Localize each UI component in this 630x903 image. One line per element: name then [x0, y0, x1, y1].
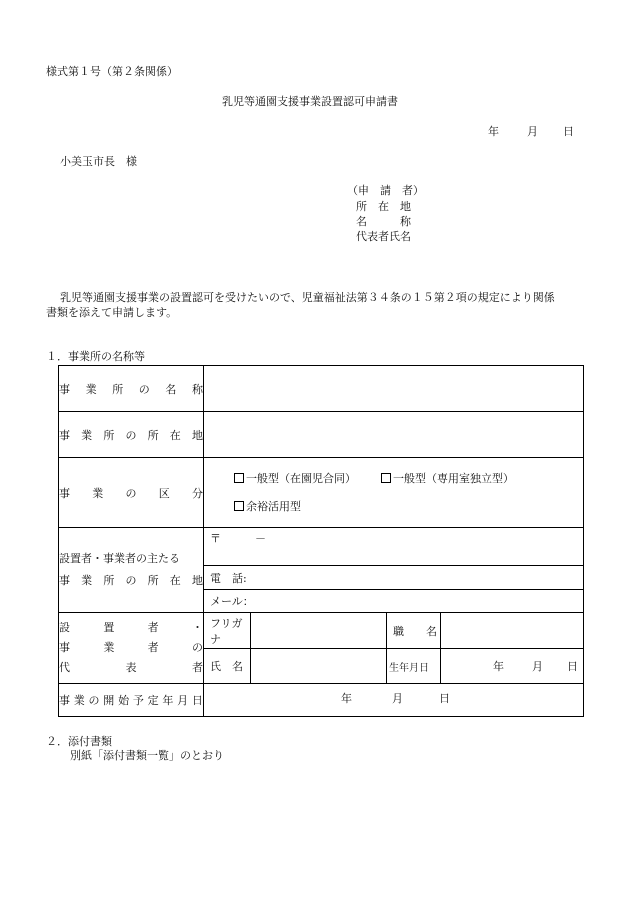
- applicant-address-label: 所 在 地: [356, 200, 411, 213]
- furigana-value[interactable]: [251, 613, 387, 649]
- business-type-label: [59, 458, 204, 528]
- jt-start-date: [59, 692, 203, 708]
- label-char: 名: [165, 382, 177, 396]
- label-char: の: [125, 574, 137, 587]
- label-char: の: [125, 486, 137, 500]
- option-general-combined-label: 一般型（在園児合同）: [246, 471, 356, 485]
- furigana-label: フリガナ: [210, 616, 243, 646]
- operator-address-label-line-1: 設置者・事業者の主たる: [59, 552, 180, 565]
- option-surplus-label: 余裕活用型: [246, 499, 301, 513]
- birth-month-label: 月: [532, 660, 543, 673]
- label-char: 始: [118, 694, 130, 707]
- applicant-heading: （申 請 者）: [347, 184, 424, 197]
- date-year-label: 年: [488, 125, 499, 138]
- title-label-cell: [387, 613, 441, 649]
- business-type-row-1: [234, 465, 583, 493]
- name-value[interactable]: [251, 649, 387, 684]
- jt-facility-address: [59, 427, 203, 443]
- representative-label: [59, 613, 204, 684]
- table-row: [59, 528, 584, 566]
- business-type-row-2: [234, 493, 583, 521]
- label-char: 者: [147, 621, 159, 634]
- label-char: 所: [103, 428, 115, 442]
- label-char: 事: [59, 641, 70, 654]
- applicant-name-label: 名 称: [356, 215, 411, 228]
- label-char: 分: [192, 486, 203, 500]
- checkbox-general-combined[interactable]: [234, 473, 244, 483]
- label-char: の: [191, 641, 203, 654]
- furigana-label-cell: [204, 613, 251, 649]
- section2-heading: ２．添付書類: [46, 735, 112, 748]
- form-number: 様式第１号（第２条関係）: [46, 65, 178, 78]
- table-row: [59, 366, 584, 412]
- label-char: 者: [192, 661, 203, 674]
- table-row: [59, 458, 584, 528]
- birthdate-value[interactable]: [441, 649, 584, 684]
- label-char: 年: [162, 694, 174, 707]
- section1-heading: １．事業所の名称等: [46, 350, 145, 363]
- jt-business-type: [59, 485, 203, 501]
- label-char: 所: [103, 574, 115, 587]
- email-cell[interactable]: [204, 590, 584, 613]
- jt-facility-name: [59, 381, 203, 397]
- phone-label: 電 話:: [210, 571, 247, 585]
- label-char: 事: [59, 694, 70, 707]
- date-month-label: 月: [527, 125, 538, 138]
- option-general-dedicated-label: 一般型（専用室独立型）: [393, 471, 514, 485]
- label-char: 設: [59, 621, 70, 634]
- title-value[interactable]: [441, 613, 584, 649]
- label-char: 業: [92, 486, 104, 500]
- label-char: 地: [191, 574, 203, 587]
- facility-name-label: [59, 366, 204, 412]
- business-type-options: [204, 458, 584, 528]
- checkbox-surplus[interactable]: [234, 501, 244, 511]
- name-label: 氏 名: [210, 660, 243, 673]
- label-char: 表: [125, 661, 137, 674]
- label-char: 所: [147, 428, 159, 442]
- phone-cell[interactable]: [204, 566, 584, 590]
- facility-info-table: [58, 365, 584, 717]
- label-char: 事: [59, 574, 70, 587]
- body-text-line-1: 乳児等通園支援事業の設置認可を受けたいので、児童福祉法第３４条の１５第２項の規定により関係: [60, 291, 555, 304]
- table-row: [59, 684, 584, 717]
- option-surplus[interactable]: [234, 500, 301, 513]
- table-row: [59, 412, 584, 458]
- label-char: 所: [147, 574, 159, 587]
- start-month-label: 月: [392, 692, 403, 705]
- label-char: の: [88, 694, 100, 707]
- jt-representative-3: [59, 658, 203, 678]
- birthdate-label-cell: [387, 649, 441, 684]
- postal-code-cell[interactable]: [204, 528, 584, 566]
- attachments-note: 別紙「添付書類一覧」のとおり: [70, 749, 224, 762]
- facility-address-value[interactable]: [204, 412, 584, 458]
- label-char: 月: [177, 694, 189, 707]
- facility-address-label: [59, 412, 204, 458]
- label-char: 代: [59, 661, 70, 674]
- label-char: 業: [103, 641, 115, 654]
- applicant-representative-label: 代表者氏名: [356, 230, 411, 243]
- checkbox-general-dedicated[interactable]: [381, 473, 391, 483]
- label-char: 業: [85, 382, 97, 396]
- label-char: 事: [59, 382, 70, 396]
- postal-dash: －: [255, 532, 266, 545]
- body-text-line-2: 書類を添えて申請します。: [46, 306, 178, 319]
- option-general-dedicated[interactable]: [381, 472, 514, 485]
- document-title: 乳児等通園支援事業設置認可申請書: [222, 95, 398, 108]
- label-char: 業: [81, 574, 93, 587]
- label-char: 業: [81, 428, 93, 442]
- label-char: 所: [112, 382, 124, 396]
- option-general-combined[interactable]: [234, 472, 356, 485]
- date-day-label: 日: [563, 125, 574, 138]
- addressee: 小美玉市長 様: [60, 155, 137, 168]
- label-char: の: [125, 428, 137, 442]
- label-char: 事: [59, 486, 70, 500]
- birth-year-label: 年: [493, 660, 504, 673]
- label-char: 開: [103, 694, 115, 707]
- start-year-label: 年: [341, 692, 352, 705]
- label-char: 定: [147, 694, 159, 707]
- jt-operator-address-2: [59, 570, 203, 592]
- facility-name-value[interactable]: [204, 366, 584, 412]
- start-date-value[interactable]: [204, 684, 584, 717]
- label-char: 在: [169, 574, 181, 587]
- label-char: の: [138, 382, 150, 396]
- title-label: 職 名: [393, 624, 437, 638]
- label-char: 者: [147, 641, 159, 654]
- label-char: 事: [59, 428, 70, 442]
- label-char: ・: [191, 621, 203, 634]
- email-label: メール：: [210, 595, 254, 608]
- jt-representative-2: [59, 638, 203, 658]
- postal-mark: 〒: [210, 532, 221, 545]
- jt-representative-1: [59, 618, 203, 638]
- birthdate-label: 生年月日: [389, 662, 429, 674]
- operator-address-label: [59, 528, 204, 613]
- birth-day-label: 日: [567, 660, 578, 673]
- label-char: 日: [191, 694, 203, 707]
- label-char: 置: [103, 621, 115, 634]
- label-char: 業: [73, 694, 85, 707]
- name-label-cell: [204, 649, 251, 684]
- table-row: [59, 613, 584, 649]
- label-char: 予: [132, 694, 144, 707]
- start-day-label: 日: [439, 692, 450, 705]
- label-char: 在: [169, 428, 181, 442]
- start-date-label: [59, 684, 204, 717]
- label-char: 地: [191, 428, 203, 442]
- label-char: 区: [158, 486, 170, 500]
- label-char: 称: [191, 382, 203, 396]
